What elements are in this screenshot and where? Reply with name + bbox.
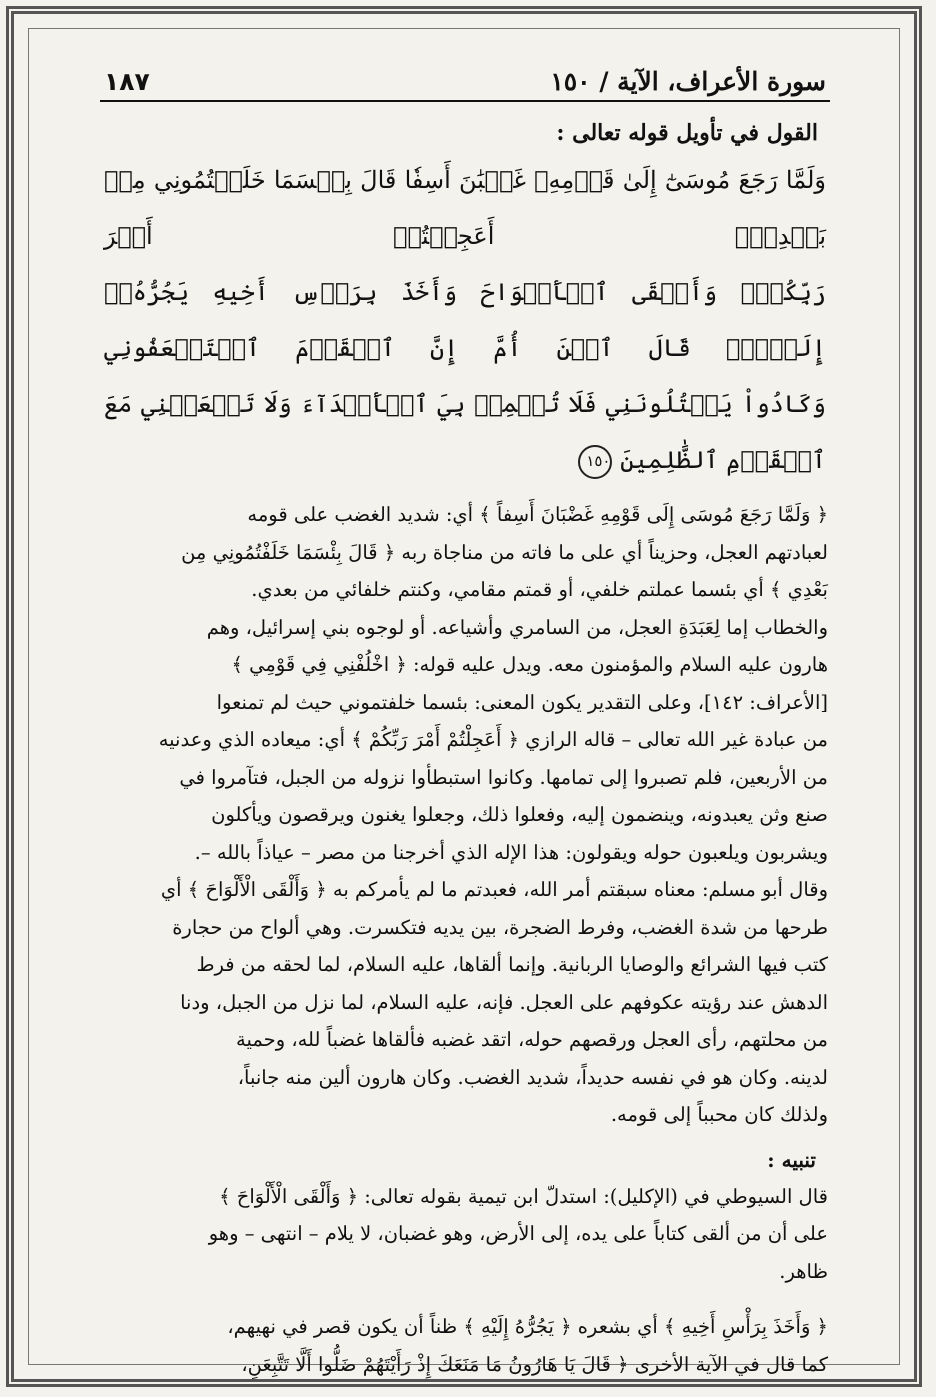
page-number: ١٨٧ [104, 67, 150, 96]
commentary-line: لعبادتهم العجل، وحزيناً أي على ما فاته من مناجاة ربه ﴿ قَالَ بِئْسَمَا خَلَفْتُمُونِي مِن [181, 540, 828, 564]
verse-number-marker: ١٥٠ [578, 445, 612, 479]
running-header [100, 58, 830, 102]
commentary-line: والخطاب إما لِعَبَدَةِ العجل، من السامري وأشياعه. أو لوجوه بني إسرائيل، وهم [206, 615, 828, 639]
commentary [100, 496, 830, 1134]
header-title: سورة الأعراف، الآية / ١٥٠ [550, 67, 826, 96]
commentary-line: من عبادة غير الله تعالى – قاله الرازي ﴿ أَعَجِلْتُمْ أَمْرَ رَبِّكُمْ ﴾ أي: ميعاده الذي وعدنيه [158, 728, 828, 751]
verse-line-last [104, 376, 826, 488]
commentary-line: ويشربون ويلعبون حوله ويقولون: هذا الإله الذي أخرجنا من مصر – عياذاً بالله –. [194, 840, 828, 864]
commentary-line: من محلتهم، رأى العجل ورقصهم حوله، اتقد غضبه فألقاها غضباً لله، وحمية [236, 1028, 828, 1051]
section-heading: القول في تأويل قوله تعالى : [556, 120, 818, 146]
verse-line-text: وَكَادُواْ يَقۡتُلُونَنِي فَلَا تُشۡمِتۡ بِيَ ٱلۡأَعۡدَآءَ وَلَا تَجۡعَلۡنِي مَعَ ٱلۡقَوۡمِ ٱلظَّٰلِمِينَ [104, 390, 826, 474]
verse-line: وَلَمَّا رَجَعَ مُوسَىٰٓ إِلَىٰ قَوۡمِهِۦ غَضۡبَٰنَ أَسِفٗا قَالَ بِئۡسَمَا خَلَفۡتُمُونِي مِنۢ بَعۡدِيٓۖ أَعَجِلۡتُمۡ أَمۡرَ [104, 166, 826, 250]
tanbih-line: قال السيوطي في (الإكليل): استدلّ ابن تيمية بقوله تعالى: ﴿ وَأَلْقَى الْأَلْوَاحَ ﴾ [219, 1184, 828, 1208]
commentary-line: هارون عليه السلام والمؤمنون معه. ويدل عليه قوله: ﴿ اخْلُفْنِي فِي قَوْمِي ﴾ [231, 653, 828, 676]
commentary-line: الدهش عند رؤيته عكوفهم على العجل. فإنه، عليه السلام، لما نزل من الجبل، ودنا [180, 990, 828, 1014]
commentary-line: بَعْدِي ﴾ أي بئسما عملتم خلفي، أو قمتم مقامي، وكنتم خلفائي من بعدي. [251, 578, 828, 601]
book-page [100, 58, 830, 1376]
final-paragraph [100, 1308, 830, 1383]
final-line: كما قال في الآية الأخرى ﴿ قَالَ يَا هَارُونُ مَا مَنَعَكَ إِذْ رَأَيْتَهُمْ ضَلُّوا أَلَّا تَتَّبِعَنِ، [241, 1352, 828, 1376]
tanbih-heading: تنبيه : [767, 1147, 816, 1172]
commentary-line: ولذلك كان محبباً إلى قومه. [610, 1103, 828, 1126]
commentary-line: من الأربعين، فلم تصبروا إلى تمامها. وكانوا استبطأوا نزوله من الجبل، فتآمروا في [179, 765, 828, 789]
final-line: ﴿ وَأَخَذَ بِرَأْسِ أَخِيهِ ﴾ أي بشعره ﴿ يَجُرُّهُ إِلَيْهِ ﴾ ظناً أن يكون قصر في نهيهم، [227, 1315, 828, 1338]
commentary-line: [الأعراف: ١٤٢]، وعلى التقدير يكون المعنى: بئسما خلفتموني حيث لم تمنعوا [216, 690, 828, 714]
tanbih-line: ظاهر. [779, 1259, 828, 1283]
tanbih-line: على أن من ألقى كتاباً على يده، إلى الأرض، وهو غضبان، لا يلام – انتهى – وهو [208, 1222, 828, 1245]
commentary-line: لدينه. وكان هو في نفسه حديداً، شديد الغضب. وكان هارون ألين منه جانباً، [237, 1065, 828, 1089]
commentary-line: صنع وثن يعبدونه، وينضمون إليه، وفعلوا ذلك، وجعلوا يغنون ويرقصون ويأكلون [211, 803, 828, 826]
commentary-line: طرحها من شدة الغضب، وفرط الضجرة، بين يديه فتكسرت. وهي ألواح من حجارة [172, 915, 828, 939]
verse-line: رَبِّكُمۡۖ وَأَلۡقَى ٱلۡأَلۡوَاحَ وَأَخَذَ بِرَأۡسِ أَخِيهِ يَجُرُّهُۥٓ إِلَيۡهِۚ قَالَ ٱبۡنَ أُمَّ إِنَّ ٱلۡقَوۡمَ ٱسۡتَضۡعَفُونِي [104, 278, 826, 362]
tanbih-paragraph [100, 1178, 830, 1291]
quran-verse [100, 152, 830, 488]
commentary-line: وقال أبو مسلم: معناه سبقتم أمر الله، فعبدتم ما لم يأمركم به ﴿ وَأَلْقَى الْأَلْوَاحَ ﴾ أي [160, 878, 828, 901]
commentary-line: كتب فيها الشرائع والوصايا الربانية. وإنما ألقاها، عليه السلام، لما لحقه من فرط [196, 953, 828, 976]
commentary-line: ﴿ وَلَمَّا رَجَعَ مُوسَى إِلَى قَوْمِهِ غَضْبَانَ أَسِفاً ﴾ أي: شديد الغضب على قومه [247, 503, 828, 526]
